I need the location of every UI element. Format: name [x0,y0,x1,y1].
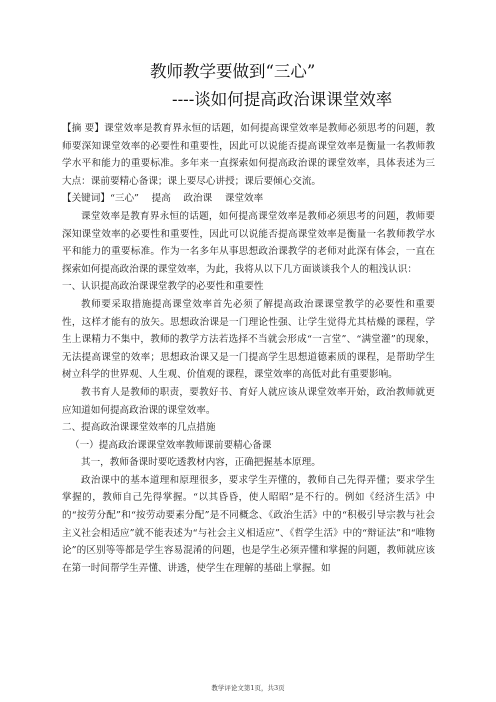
document-title: 教师教学要做到“三心” [150,62,316,81]
section2-paragraph-1: 其一，教师备课时要吃透教材内容，正确把握基本原理。 [81,457,321,469]
subsection-heading-1: （一）提高政治课课堂效率教师课前要精心备课 [70,439,272,451]
section1-paragraph-1: 教师要采取措施提高课堂效率首先必须了解提高政治课课堂教学的必要性和重要性，这样才能有的放矢。思想政治课是一门理论性强、让学生觉得尤其枯燥的课程，学生上课精力不集中，教师的教学方法若选择不当就会形成“一言堂”、“满堂灌”的现象，无法提高课堂的效率；思想政治课又是一门提高学生思想道德素质的课程，是帮助学生树立科学的世界观、人生观、价值观的课程，课堂效率的高低对此有重要影响。 [62,298,435,381]
section2-paragraph-2: 政治课中的基本道理和原理很多，要求学生弄懂的，教师自己先得弄懂；要求学生掌握的，教师自己先得掌握。“以其昏昏，使人昭昭”是不行的。例如《经济生活》中的“按劳分配”和“按劳动要素分配”是不同概念、《政治生活》中的“积极引导宗教与社会主义社会相适应”就不能表述为“与社会主义相适应”、《哲学生活》中的“辩证法”和“唯物论”的区别等等都是学生容易混淆的问题，也是学生必须弄懂和掌握的问题，教师就应该在第一时间帮学生弄懂、讲透，使学生在理解的基础上掌握。如 [62,474,435,574]
intro-paragraph: 课堂效率是教育界永恒的话题，如何提高课堂效率是教师必须思考的问题，教师要深知课堂效率的必要性和重要性，因此可以说能否提高课堂效率是衡量一名教师教学水平和能力的重要标准。作为一名多年从事思想政治课教学的老师对此深有体会，一直在探索如何提高政治课的课堂效率，为此，我将从以下几方面谈谈我个人的粗浅认识： [62,210,435,275]
section-heading-2: 二、提高政治课课堂效率的几点措施 [62,422,216,434]
abstract-paragraph: 【摘 要】课堂效率是教育界永恒的话题，如何提高课堂效率是教师必须思考的问题，教师要深知课堂效率的必要性和重要性，因此可以说能否提高课堂效率是衡量一名教师教学水平和能力的重要标准。多年来一直探索如何提高政治课的课堂效率，具体表述为三大点：课前要精心备课；课上要尽心讲授；课后要倾心交流。 [62,123,435,187]
document-body [62,120,435,577]
document-subtitle: ----谈如何提高政治课课堂效率 [172,90,393,109]
keywords-line: 【关键词】“三心” 提高 政治课 课堂效率 [62,193,264,205]
page-footer: 教学评论文第1页，共3页 [211,684,285,692]
section1-paragraph-2: 教书育人是教师的职责，要教好书、育好人就应该从课堂效率开始，政治教师就更应知道如何提高政治课的课堂效率。 [62,386,435,416]
section-heading-1: 一、认识提高政治课课堂教学的必要性和重要性 [62,281,264,293]
